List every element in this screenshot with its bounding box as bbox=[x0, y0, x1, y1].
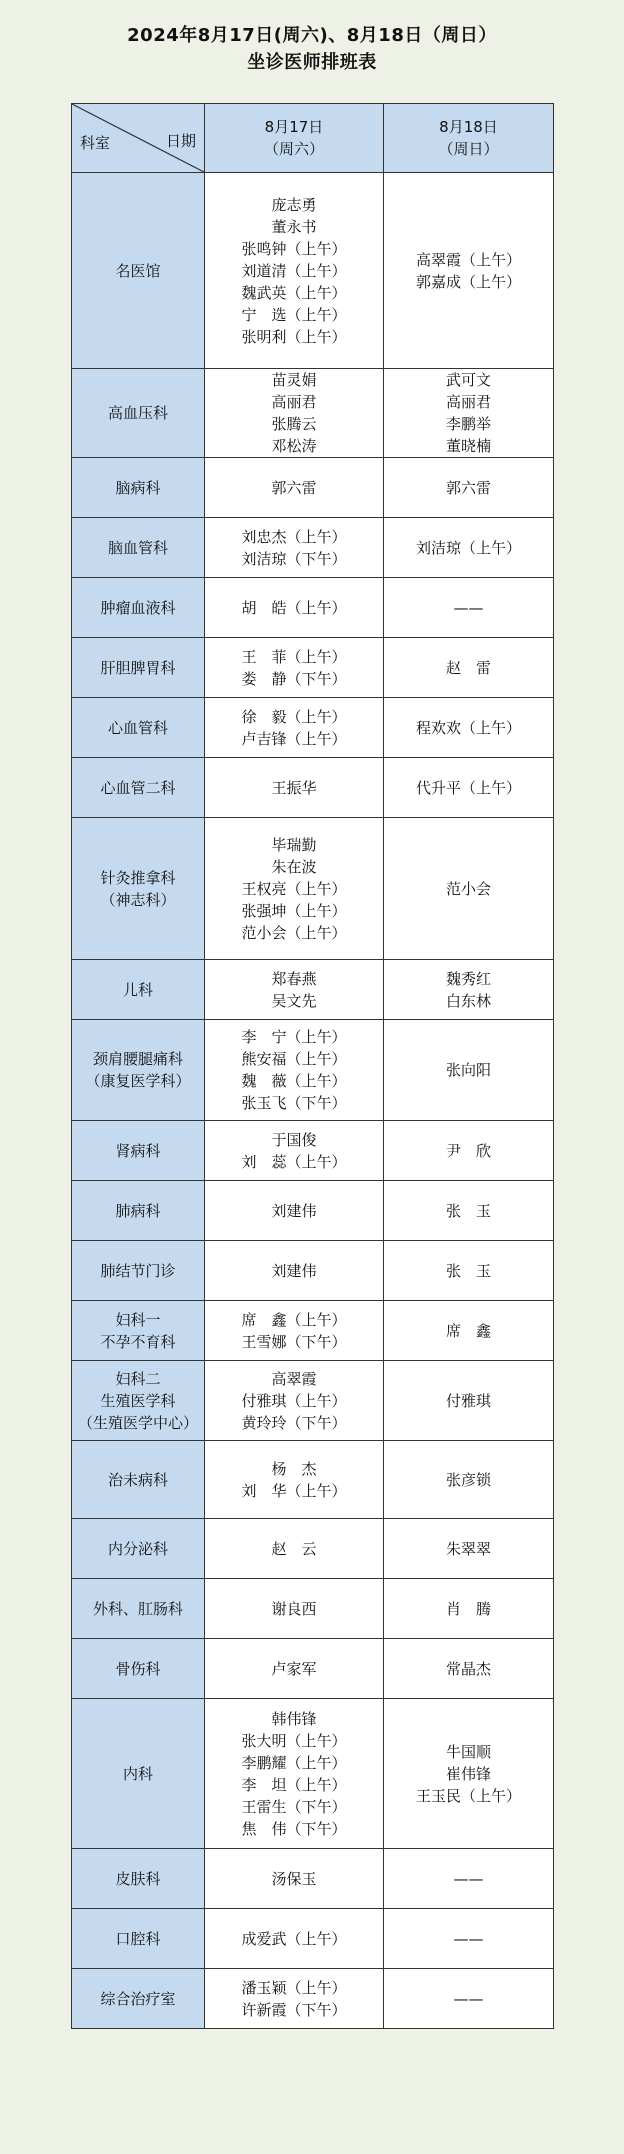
dept-cell bbox=[72, 1441, 205, 1519]
header-weekday-text: （周日） bbox=[438, 140, 499, 158]
saturday-cell-line: 徐 毅（上午） bbox=[241, 707, 347, 726]
dept-cell bbox=[72, 1301, 205, 1361]
sunday-cell-line: 董晓楠 bbox=[445, 437, 491, 455]
dept-cell-line: 颈肩腰腿痛科 bbox=[92, 1050, 183, 1068]
saturday-cell-line: 熊安福（上午） bbox=[241, 1050, 347, 1068]
saturday-cell-line: 焦 伟（下午） bbox=[241, 1819, 347, 1838]
dept-cell bbox=[72, 369, 205, 458]
saturday-cell-line: 刘忠杰（上午） bbox=[241, 527, 347, 546]
saturday-cell bbox=[205, 1241, 384, 1301]
saturday-cell-line: 苗灵娟 bbox=[271, 371, 317, 389]
sunday-cell-line: 席 鑫 bbox=[445, 1321, 491, 1340]
dept-cell-line: 脑病科 bbox=[115, 478, 161, 497]
sunday-cell-line: 张向阳 bbox=[445, 1061, 491, 1079]
saturday-cell-line: 杨 杰 bbox=[271, 1459, 317, 1478]
date-header-label: 日期 bbox=[165, 132, 196, 150]
saturday-cell-line: 张强坤（上午） bbox=[241, 901, 347, 920]
dept-cell-line: 肾病科 bbox=[115, 1141, 161, 1160]
saturday-cell-line: 付雅琪（上午） bbox=[241, 1391, 347, 1410]
saturday-cell-line: 席 鑫（上午） bbox=[241, 1310, 347, 1329]
sunday-cell bbox=[384, 1121, 554, 1181]
saturday-cell bbox=[205, 1519, 384, 1579]
sunday-cell bbox=[384, 173, 554, 369]
sunday-cell-line: 王玉民（上午） bbox=[415, 1786, 521, 1805]
sunday-cell-line: 崔伟锋 bbox=[445, 1764, 491, 1783]
header-row bbox=[72, 104, 554, 173]
header-date-sunday bbox=[384, 104, 554, 173]
sunday-cell-line: 白东林 bbox=[445, 991, 491, 1010]
table-row bbox=[72, 1441, 554, 1519]
dept-cell bbox=[72, 818, 205, 960]
dept-cell-line: 妇科一 bbox=[115, 1310, 161, 1329]
dept-cell-line: 综合治疗室 bbox=[100, 1989, 176, 2008]
dept-cell bbox=[72, 578, 205, 638]
sunday-cell bbox=[384, 818, 554, 960]
sunday-cell bbox=[384, 698, 554, 758]
sunday-cell-line: 肖 腾 bbox=[445, 1599, 491, 1618]
dept-cell bbox=[72, 1699, 205, 1849]
saturday-cell bbox=[205, 960, 384, 1020]
saturday-cell-line: 张玉飞（下午） bbox=[241, 1094, 347, 1112]
dept-cell bbox=[72, 960, 205, 1020]
sunday-cell bbox=[384, 1849, 554, 1909]
sunday-cell bbox=[384, 1241, 554, 1301]
saturday-cell bbox=[205, 1121, 384, 1181]
saturday-cell-line: 韩伟锋 bbox=[271, 1709, 317, 1728]
sunday-cell-line: —— bbox=[453, 1929, 484, 1948]
saturday-cell-line: 张大明（上午） bbox=[241, 1731, 347, 1750]
sunday-cell bbox=[384, 1020, 554, 1121]
header-corner-cell bbox=[72, 104, 205, 173]
saturday-cell bbox=[205, 818, 384, 960]
sunday-cell bbox=[384, 960, 554, 1020]
saturday-cell-line: 王振华 bbox=[271, 778, 317, 797]
sunday-cell-line: 刘洁琼（上午） bbox=[415, 538, 521, 557]
saturday-cell bbox=[205, 638, 384, 698]
saturday-cell bbox=[205, 458, 384, 518]
saturday-cell-line: 郭六雷 bbox=[271, 478, 317, 497]
saturday-cell bbox=[205, 1361, 384, 1441]
sunday-cell bbox=[384, 1909, 554, 1969]
saturday-cell-line: 张腾云 bbox=[271, 415, 317, 433]
dept-cell bbox=[72, 1181, 205, 1241]
saturday-cell-line: 汤保玉 bbox=[271, 1869, 317, 1888]
saturday-cell-line: 刘 华（上午） bbox=[241, 1481, 347, 1500]
saturday-cell-line: 李鹏耀（上午） bbox=[241, 1753, 347, 1772]
dept-cell-line: 妇科二 bbox=[115, 1369, 161, 1388]
dept-cell bbox=[72, 1849, 205, 1909]
dept-cell-line: 外科、肛肠科 bbox=[92, 1599, 183, 1618]
sunday-cell bbox=[384, 458, 554, 518]
table-row bbox=[72, 1121, 554, 1181]
table-row bbox=[72, 1301, 554, 1361]
saturday-cell bbox=[205, 1639, 384, 1699]
saturday-cell-line: 张鸣钟（上午） bbox=[241, 239, 347, 258]
saturday-cell-line: 赵 云 bbox=[271, 1539, 317, 1558]
dept-cell-line: 内分泌科 bbox=[107, 1539, 168, 1558]
sunday-cell bbox=[384, 1969, 554, 2029]
sunday-cell-line: 张 玉 bbox=[445, 1261, 491, 1280]
table-row bbox=[72, 1699, 554, 1849]
saturday-cell-line: 董永书 bbox=[271, 217, 317, 236]
dept-cell-line: 皮肤科 bbox=[115, 1869, 161, 1888]
saturday-cell-line: 胡 皓（上午） bbox=[241, 598, 347, 617]
saturday-cell bbox=[205, 1020, 384, 1121]
sunday-cell-line: 郭嘉成（上午） bbox=[415, 272, 521, 291]
saturday-cell bbox=[205, 578, 384, 638]
saturday-cell-line: 刘道清（上午） bbox=[241, 261, 347, 280]
dept-cell-line: （神志科） bbox=[100, 890, 176, 909]
dept-cell-line: 肝胆脾胃科 bbox=[100, 658, 176, 677]
saturday-cell-line: 庞志勇 bbox=[271, 195, 317, 214]
table-row bbox=[72, 578, 554, 638]
table-row bbox=[72, 1181, 554, 1241]
saturday-cell bbox=[205, 698, 384, 758]
saturday-cell-line: 刘建伟 bbox=[271, 1261, 317, 1280]
sunday-cell-line: 尹 欣 bbox=[445, 1141, 491, 1160]
table-row bbox=[72, 1020, 554, 1121]
dept-cell bbox=[72, 698, 205, 758]
saturday-cell-line: 吴文先 bbox=[271, 991, 317, 1010]
saturday-cell-line: 王权亮（上午） bbox=[241, 879, 347, 898]
saturday-cell-line: 毕瑞勤 bbox=[271, 835, 317, 854]
dept-cell-line: 口腔科 bbox=[115, 1929, 161, 1948]
dept-cell-line: 心血管二科 bbox=[100, 778, 176, 797]
saturday-cell-line: 黄玲玲（下午） bbox=[241, 1413, 347, 1432]
page-title bbox=[0, 22, 624, 76]
saturday-cell bbox=[205, 1301, 384, 1361]
saturday-cell bbox=[205, 758, 384, 818]
dept-cell-line: 名医馆 bbox=[115, 261, 161, 280]
saturday-cell-line: 刘洁琼（下午） bbox=[241, 549, 347, 568]
saturday-cell bbox=[205, 1579, 384, 1639]
sunday-cell bbox=[384, 1699, 554, 1849]
table-row bbox=[72, 1519, 554, 1579]
table-row bbox=[72, 638, 554, 698]
dept-cell bbox=[72, 173, 205, 369]
saturday-cell-line: 高丽君 bbox=[271, 393, 317, 411]
sunday-cell-line: 赵 雷 bbox=[445, 658, 491, 677]
dept-cell-line: 内科 bbox=[122, 1764, 153, 1783]
table-row bbox=[72, 1579, 554, 1639]
saturday-cell bbox=[205, 1969, 384, 2029]
sunday-cell-line: 牛国顺 bbox=[445, 1742, 491, 1761]
saturday-cell bbox=[205, 1849, 384, 1909]
saturday-cell-line: 成爱武（上午） bbox=[241, 1929, 347, 1948]
dept-cell bbox=[72, 458, 205, 518]
table-row bbox=[72, 1909, 554, 1969]
dept-cell bbox=[72, 638, 205, 698]
dept-cell bbox=[72, 758, 205, 818]
dept-cell bbox=[72, 1121, 205, 1181]
table-row bbox=[72, 1361, 554, 1441]
dept-cell bbox=[72, 518, 205, 578]
sunday-cell bbox=[384, 1639, 554, 1699]
saturday-cell-line: 魏 薇（上午） bbox=[241, 1072, 347, 1090]
saturday-cell-line: 卢家军 bbox=[271, 1659, 317, 1678]
sunday-cell bbox=[384, 1579, 554, 1639]
dept-cell-line: 针灸推拿科 bbox=[100, 868, 176, 887]
sunday-cell-line: 张彦锁 bbox=[445, 1470, 491, 1489]
header-weekday-text: （周六） bbox=[263, 140, 324, 158]
table-row bbox=[72, 518, 554, 578]
saturday-cell bbox=[205, 1909, 384, 1969]
sunday-cell bbox=[384, 369, 554, 458]
sunday-cell-line: 付雅琪 bbox=[445, 1391, 491, 1410]
dept-cell-line: 儿科 bbox=[122, 980, 153, 999]
sunday-cell-line: 魏秀红 bbox=[445, 969, 491, 988]
table-row bbox=[72, 960, 554, 1020]
saturday-cell-line: 李 坦（上午） bbox=[241, 1775, 347, 1794]
dept-cell-line: 不孕不育科 bbox=[100, 1332, 176, 1351]
sunday-cell-line: 范小会 bbox=[445, 879, 491, 898]
sunday-cell bbox=[384, 518, 554, 578]
dept-cell bbox=[72, 1579, 205, 1639]
title-schedule-line: 坐诊医师排班表 bbox=[247, 52, 377, 73]
dept-cell-line: 心血管科 bbox=[107, 718, 168, 737]
sunday-cell bbox=[384, 1441, 554, 1519]
table-row bbox=[72, 458, 554, 518]
saturday-cell-line: 刘建伟 bbox=[271, 1201, 317, 1220]
sunday-cell-line: 李鹏举 bbox=[445, 415, 491, 433]
saturday-cell-line: 王雪娜（下午） bbox=[241, 1332, 347, 1351]
saturday-cell-line: 范小会（上午） bbox=[241, 923, 347, 942]
saturday-cell bbox=[205, 1699, 384, 1849]
dept-cell-line: （生殖医学中心） bbox=[77, 1413, 198, 1432]
saturday-cell-line: 谢良西 bbox=[271, 1599, 317, 1618]
dept-cell-line: 脑血管科 bbox=[107, 538, 168, 557]
table-row bbox=[72, 1849, 554, 1909]
sunday-cell bbox=[384, 638, 554, 698]
dept-cell bbox=[72, 1639, 205, 1699]
sunday-cell-line: 朱翠翠 bbox=[445, 1539, 491, 1558]
saturday-cell-line: 邓松涛 bbox=[271, 437, 317, 455]
sunday-cell-line: —— bbox=[453, 1869, 484, 1888]
saturday-cell-line: 王雷生（下午） bbox=[241, 1797, 347, 1816]
schedule-table bbox=[71, 103, 554, 2029]
sunday-cell-line: —— bbox=[453, 1989, 484, 2008]
dept-cell-line: 高血压科 bbox=[107, 404, 168, 422]
dept-cell bbox=[72, 1020, 205, 1121]
sunday-cell bbox=[384, 1301, 554, 1361]
saturday-cell-line: 高翠霞 bbox=[271, 1369, 317, 1388]
sunday-cell-line: 高丽君 bbox=[445, 393, 491, 411]
sunday-cell bbox=[384, 1519, 554, 1579]
saturday-cell-line: 于国俊 bbox=[271, 1130, 317, 1149]
dept-cell bbox=[72, 1361, 205, 1441]
dept-header-label: 科室 bbox=[80, 134, 111, 152]
sunday-cell bbox=[384, 1181, 554, 1241]
table-row bbox=[72, 1969, 554, 2029]
header-date-saturday bbox=[205, 104, 384, 173]
sunday-cell-line: —— bbox=[453, 598, 484, 617]
dept-cell bbox=[72, 1519, 205, 1579]
saturday-cell-line: 许新霞（下午） bbox=[241, 2000, 347, 2019]
sunday-cell bbox=[384, 758, 554, 818]
dept-cell-line: （康复医学科） bbox=[85, 1072, 191, 1090]
saturday-cell-line: 刘 蕊（上午） bbox=[241, 1152, 347, 1171]
sunday-cell-line: 郭六雷 bbox=[445, 478, 491, 497]
sunday-cell bbox=[384, 578, 554, 638]
saturday-cell bbox=[205, 1441, 384, 1519]
dept-cell-line: 肺结节门诊 bbox=[100, 1261, 176, 1280]
saturday-cell bbox=[205, 518, 384, 578]
saturday-cell-line: 宁 选（上午） bbox=[241, 305, 347, 324]
dept-cell-line: 生殖医学科 bbox=[100, 1391, 176, 1410]
table-row bbox=[72, 698, 554, 758]
dept-cell-line: 肺病科 bbox=[115, 1201, 161, 1220]
sunday-cell-line: 武可文 bbox=[445, 371, 491, 389]
saturday-cell bbox=[205, 369, 384, 458]
header-date-text: 8月17日 bbox=[264, 118, 324, 136]
table-row bbox=[72, 369, 554, 458]
saturday-cell-line: 娄 静（下午） bbox=[241, 669, 347, 688]
title-date-line: 2024年8月17日(周六)、8月18日（周日） bbox=[127, 25, 497, 46]
dept-cell bbox=[72, 1969, 205, 2029]
sunday-cell-line: 代升平（上午） bbox=[415, 778, 521, 797]
sunday-cell-line: 程欢欢（上午） bbox=[415, 718, 521, 737]
saturday-cell-line: 李 宁（上午） bbox=[241, 1028, 347, 1046]
dept-cell bbox=[72, 1241, 205, 1301]
saturday-cell-line: 潘玉颖（上午） bbox=[241, 1978, 347, 1997]
saturday-cell bbox=[205, 1181, 384, 1241]
table-row bbox=[72, 818, 554, 960]
table-row bbox=[72, 173, 554, 369]
saturday-cell-line: 郑春燕 bbox=[271, 969, 317, 988]
table-row bbox=[72, 1241, 554, 1301]
sunday-cell-line: 张 玉 bbox=[445, 1201, 491, 1220]
table-row bbox=[72, 1639, 554, 1699]
sunday-cell bbox=[384, 1361, 554, 1441]
dept-cell-line: 治未病科 bbox=[107, 1470, 168, 1489]
saturday-cell-line: 王 菲（上午） bbox=[241, 647, 347, 666]
saturday-cell bbox=[205, 173, 384, 369]
saturday-cell-line: 卢吉锋（上午） bbox=[241, 729, 347, 748]
dept-cell-line: 骨伤科 bbox=[115, 1659, 161, 1678]
header-date-text: 8月18日 bbox=[439, 118, 498, 136]
dept-cell-line: 肿瘤血液科 bbox=[100, 598, 176, 617]
sunday-cell-line: 常晶杰 bbox=[445, 1659, 491, 1678]
saturday-cell-line: 张明利（上午） bbox=[241, 327, 347, 346]
table-row bbox=[72, 758, 554, 818]
saturday-cell-line: 朱在波 bbox=[271, 857, 317, 876]
saturday-cell-line: 魏武英（上午） bbox=[241, 283, 347, 302]
sunday-cell-line: 高翠霞（上午） bbox=[415, 250, 521, 269]
dept-cell bbox=[72, 1909, 205, 1969]
